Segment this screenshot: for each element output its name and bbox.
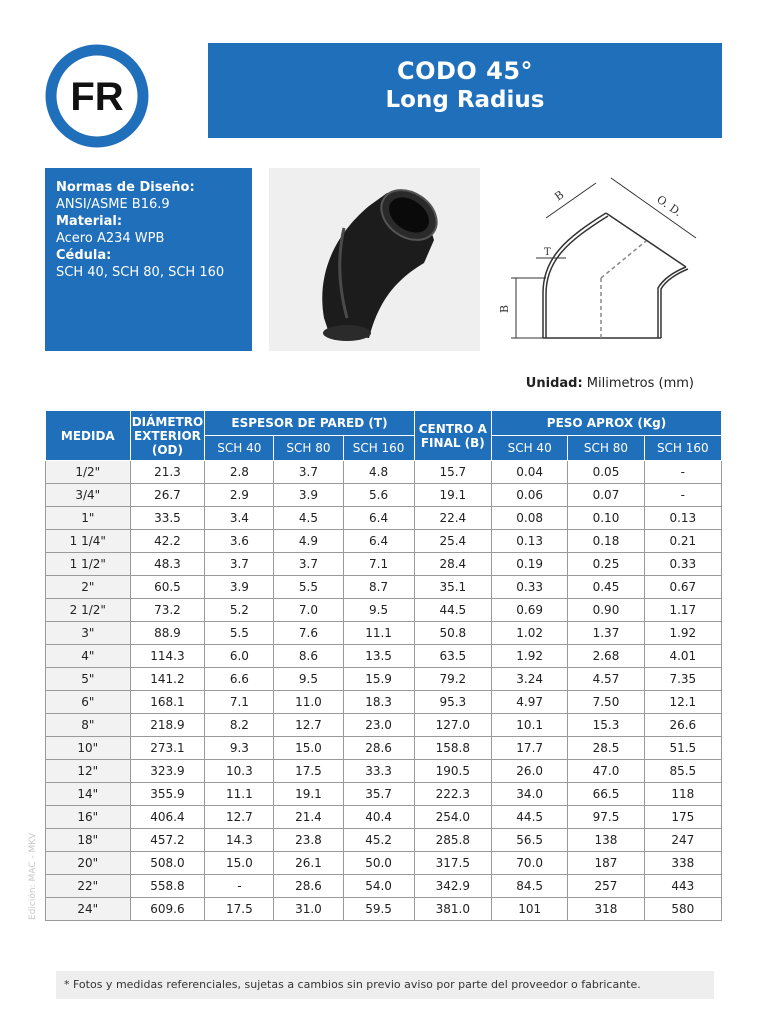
table-cell: 4.9 <box>274 530 343 553</box>
table-cell: 28.6 <box>343 737 414 760</box>
title-banner <box>208 43 722 138</box>
table-row <box>46 783 722 806</box>
table-cell: 3.7 <box>274 461 343 484</box>
table-cell: 11.0 <box>274 691 343 714</box>
table-cell: 18" <box>46 829 131 852</box>
header-peso: PESO APROX (Kg) <box>492 411 722 436</box>
table-cell: 3.6 <box>205 530 274 553</box>
design-standard-value: ANSI/ASME B16.9 <box>56 197 170 212</box>
table-cell: 138 <box>568 829 644 852</box>
table-cell: 317.5 <box>414 852 491 875</box>
table-cell: 8" <box>46 714 131 737</box>
header-sch: SCH 160 <box>343 436 414 461</box>
table-cell: 15.0 <box>274 737 343 760</box>
table-cell: 3.7 <box>274 553 343 576</box>
table-cell: 48.3 <box>130 553 205 576</box>
table-cell: 1.37 <box>568 622 644 645</box>
diagram-label-t: T <box>544 247 551 258</box>
table-cell: 7.50 <box>568 691 644 714</box>
table-cell: 4.57 <box>568 668 644 691</box>
table-cell: 70.0 <box>492 852 568 875</box>
table-cell: - <box>205 875 274 898</box>
footer-note: * Fotos y medidas referenciales, sujetas a cambios sin previo aviso por parte del proveedor o fabricante. <box>56 971 714 999</box>
table-row <box>46 645 722 668</box>
table-cell: 114.3 <box>130 645 205 668</box>
table-cell: 0.13 <box>492 530 568 553</box>
table-row <box>46 714 722 737</box>
edition-watermark: Edición: MAC - MKV <box>28 832 38 920</box>
table-cell: 16" <box>46 806 131 829</box>
table-cell: 0.18 <box>568 530 644 553</box>
table-row <box>46 622 722 645</box>
table-cell: 17.5 <box>205 898 274 921</box>
table-cell: 8.7 <box>343 576 414 599</box>
table-cell: 0.25 <box>568 553 644 576</box>
header-sch: SCH 40 <box>205 436 274 461</box>
table-cell: 26.6 <box>644 714 721 737</box>
table-cell: 33.3 <box>343 760 414 783</box>
table-cell: 3.7 <box>205 553 274 576</box>
table-cell: 12.7 <box>274 714 343 737</box>
table-cell: 20" <box>46 852 131 875</box>
table-cell: 10.1 <box>492 714 568 737</box>
table-cell: 4.5 <box>274 507 343 530</box>
diagram-label-b-top: B <box>552 188 567 204</box>
diagram-label-od: O. D. <box>654 192 685 220</box>
table-cell: 33.5 <box>130 507 205 530</box>
table-cell: 0.08 <box>492 507 568 530</box>
table-cell: 73.2 <box>130 599 205 622</box>
table-cell: - <box>644 461 721 484</box>
table-cell: 580 <box>644 898 721 921</box>
table-cell: 18.3 <box>343 691 414 714</box>
header-sch: SCH 80 <box>568 436 644 461</box>
table-cell: 3/4" <box>46 484 131 507</box>
table-cell: 285.8 <box>414 829 491 852</box>
table-cell: 26.0 <box>492 760 568 783</box>
unit-label: Unidad: <box>525 376 583 391</box>
table-cell: 381.0 <box>414 898 491 921</box>
table-row <box>46 691 722 714</box>
table-cell: 14" <box>46 783 131 806</box>
table-cell: 222.3 <box>414 783 491 806</box>
table-cell: 257 <box>568 875 644 898</box>
table-cell: 21.4 <box>274 806 343 829</box>
table-cell: 3.9 <box>274 484 343 507</box>
diagram-label-b-left: B <box>498 304 511 313</box>
table-cell: 218.9 <box>130 714 205 737</box>
table-cell: 44.5 <box>492 806 568 829</box>
table-cell: 56.5 <box>492 829 568 852</box>
table-cell: 51.5 <box>644 737 721 760</box>
table-row <box>46 507 722 530</box>
table-row <box>46 737 722 760</box>
table-cell: 26.7 <box>130 484 205 507</box>
table-cell: 0.90 <box>568 599 644 622</box>
table-cell: 9.3 <box>205 737 274 760</box>
table-cell: 0.69 <box>492 599 568 622</box>
table-cell: 17.7 <box>492 737 568 760</box>
table-cell: 7.6 <box>274 622 343 645</box>
table-cell: 25.4 <box>414 530 491 553</box>
table-cell: 6.0 <box>205 645 274 668</box>
table-cell: 15.3 <box>568 714 644 737</box>
table-cell: 3.4 <box>205 507 274 530</box>
header-sch: SCH 80 <box>274 436 343 461</box>
table-cell: 40.4 <box>343 806 414 829</box>
table-cell: 0.10 <box>568 507 644 530</box>
table-cell: 28.6 <box>274 875 343 898</box>
table-cell: 14.3 <box>205 829 274 852</box>
specs-box <box>45 168 252 351</box>
table-cell: 9.5 <box>274 668 343 691</box>
table-cell: 1.92 <box>492 645 568 668</box>
table-cell: 254.0 <box>414 806 491 829</box>
material-value: Acero A234 WPB <box>56 231 165 246</box>
header-centro: CENTRO A FINAL (B) <box>414 411 491 461</box>
table-cell: 50.8 <box>414 622 491 645</box>
table-cell: 5.5 <box>274 576 343 599</box>
table-cell: 2 1/2" <box>46 599 131 622</box>
table-cell: 60.5 <box>130 576 205 599</box>
header-sch: SCH 40 <box>492 436 568 461</box>
table-cell: 6.4 <box>343 530 414 553</box>
table-cell: 50.0 <box>343 852 414 875</box>
table-cell: 45.2 <box>343 829 414 852</box>
table-cell: 168.1 <box>130 691 205 714</box>
table-cell: 59.5 <box>343 898 414 921</box>
table-cell: 4.97 <box>492 691 568 714</box>
table-row <box>46 668 722 691</box>
table-cell: 95.3 <box>414 691 491 714</box>
table-cell: 15.9 <box>343 668 414 691</box>
table-cell: 158.8 <box>414 737 491 760</box>
table-row <box>46 898 722 921</box>
table-cell: 5.5 <box>205 622 274 645</box>
table-cell: 342.9 <box>414 875 491 898</box>
table-cell: 12.1 <box>644 691 721 714</box>
unit-line <box>526 376 694 391</box>
table-cell: 0.05 <box>568 461 644 484</box>
table-cell: 190.5 <box>414 760 491 783</box>
table-cell: 443 <box>644 875 721 898</box>
table-cell: 21.3 <box>130 461 205 484</box>
table-row <box>46 484 722 507</box>
table-cell: 4" <box>46 645 131 668</box>
table-cell: 127.0 <box>414 714 491 737</box>
table-cell: 318 <box>568 898 644 921</box>
table-cell: 28.4 <box>414 553 491 576</box>
table-cell: 0.07 <box>568 484 644 507</box>
table-cell: 1.02 <box>492 622 568 645</box>
table-cell: 15.0 <box>205 852 274 875</box>
header-espesor: ESPESOR DE PARED (T) <box>205 411 414 436</box>
table-cell: 247 <box>644 829 721 852</box>
header-diametro: DIÁMETRO EXTERIOR (OD) <box>130 411 205 461</box>
table-cell: 273.1 <box>130 737 205 760</box>
table-cell: 3" <box>46 622 131 645</box>
unit-value: Milimetros (mm) <box>586 376 694 391</box>
table-cell: 7.1 <box>205 691 274 714</box>
table-cell: 66.5 <box>568 783 644 806</box>
table-cell: 19.1 <box>274 783 343 806</box>
table-cell: 12" <box>46 760 131 783</box>
table-cell: 558.8 <box>130 875 205 898</box>
table-cell: 118 <box>644 783 721 806</box>
schedule-label: Cédula: <box>56 248 112 263</box>
table-cell: 2.9 <box>205 484 274 507</box>
table-cell: 338 <box>644 852 721 875</box>
table-cell: 10.3 <box>205 760 274 783</box>
table-cell: 11.1 <box>205 783 274 806</box>
table-cell: 9.5 <box>343 599 414 622</box>
schedule-value: SCH 40, SCH 80, SCH 160 <box>56 265 225 280</box>
table-cell: 7.0 <box>274 599 343 622</box>
table-row <box>46 760 722 783</box>
table-cell: 84.5 <box>492 875 568 898</box>
table-cell: 609.6 <box>130 898 205 921</box>
table-cell: 10" <box>46 737 131 760</box>
table-cell: 44.5 <box>414 599 491 622</box>
table-body <box>46 461 722 921</box>
table-cell: 0.45 <box>568 576 644 599</box>
header-sch: SCH 160 <box>644 436 721 461</box>
table-cell: 1/2" <box>46 461 131 484</box>
logo-text: FR <box>70 75 124 119</box>
table-cell: 1 1/2" <box>46 553 131 576</box>
table-row <box>46 576 722 599</box>
table-cell: 23.8 <box>274 829 343 852</box>
table-cell: 0.04 <box>492 461 568 484</box>
table-cell: 54.0 <box>343 875 414 898</box>
table-cell: 8.2 <box>205 714 274 737</box>
product-subtitle: Long Radius <box>385 87 545 113</box>
table-cell: 0.21 <box>644 530 721 553</box>
table-cell: 23.0 <box>343 714 414 737</box>
table-cell: 0.33 <box>492 576 568 599</box>
table-row <box>46 461 722 484</box>
table-cell: 34.0 <box>492 783 568 806</box>
table-row <box>46 875 722 898</box>
table-cell: 88.9 <box>130 622 205 645</box>
table-cell: 1.92 <box>644 622 721 645</box>
table-cell: 13.5 <box>343 645 414 668</box>
elbow-photo <box>269 168 480 351</box>
table-cell: 0.13 <box>644 507 721 530</box>
table-row <box>46 829 722 852</box>
table-cell: 28.5 <box>568 737 644 760</box>
table-cell: 1.17 <box>644 599 721 622</box>
company-logo <box>45 44 149 148</box>
table-row <box>46 553 722 576</box>
table-cell: 11.1 <box>343 622 414 645</box>
table-cell: 85.5 <box>644 760 721 783</box>
table-cell: 175 <box>644 806 721 829</box>
table-row <box>46 852 722 875</box>
table-cell: 0.67 <box>644 576 721 599</box>
table-cell: 8.6 <box>274 645 343 668</box>
table-cell: 12.7 <box>205 806 274 829</box>
table-cell: 2" <box>46 576 131 599</box>
table-cell: 0.33 <box>644 553 721 576</box>
table-cell: 2.8 <box>205 461 274 484</box>
table-cell: 508.0 <box>130 852 205 875</box>
table-cell: 5" <box>46 668 131 691</box>
table-cell: 5.2 <box>205 599 274 622</box>
table-cell: 2.68 <box>568 645 644 668</box>
table-cell: 4.8 <box>343 461 414 484</box>
table-cell: 42.2 <box>130 530 205 553</box>
table-cell: 97.5 <box>568 806 644 829</box>
table-cell: 26.1 <box>274 852 343 875</box>
table-cell: 323.9 <box>130 760 205 783</box>
dimensions-table <box>45 410 722 921</box>
table-cell: 7.35 <box>644 668 721 691</box>
table-cell: 101 <box>492 898 568 921</box>
table-cell: 0.19 <box>492 553 568 576</box>
table-cell: 35.1 <box>414 576 491 599</box>
table-cell: - <box>644 484 721 507</box>
table-cell: 3.24 <box>492 668 568 691</box>
table-cell: 3.9 <box>205 576 274 599</box>
table-cell: 6" <box>46 691 131 714</box>
table-row <box>46 806 722 829</box>
table-cell: 6.6 <box>205 668 274 691</box>
table-cell: 15.7 <box>414 461 491 484</box>
elbow-dimension-diagram <box>496 163 722 358</box>
table-cell: 5.6 <box>343 484 414 507</box>
product-title: CODO 45° <box>396 57 534 85</box>
table-cell: 4.01 <box>644 645 721 668</box>
table-cell: 1" <box>46 507 131 530</box>
table-cell: 22.4 <box>414 507 491 530</box>
table-cell: 63.5 <box>414 645 491 668</box>
table-cell: 6.4 <box>343 507 414 530</box>
design-standard-label: Normas de Diseño: <box>56 180 195 195</box>
table-cell: 406.4 <box>130 806 205 829</box>
table-cell: 1 1/4" <box>46 530 131 553</box>
table-cell: 7.1 <box>343 553 414 576</box>
table-cell: 31.0 <box>274 898 343 921</box>
table-cell: 141.2 <box>130 668 205 691</box>
table-cell: 355.9 <box>130 783 205 806</box>
table-cell: 22" <box>46 875 131 898</box>
table-cell: 17.5 <box>274 760 343 783</box>
table-cell: 457.2 <box>130 829 205 852</box>
table-row <box>46 599 722 622</box>
table-cell: 47.0 <box>568 760 644 783</box>
table-row <box>46 530 722 553</box>
material-label: Material: <box>56 214 123 229</box>
table-cell: 187 <box>568 852 644 875</box>
header-medida: MEDIDA <box>46 411 131 461</box>
table-cell: 24" <box>46 898 131 921</box>
table-cell: 35.7 <box>343 783 414 806</box>
table-cell: 0.06 <box>492 484 568 507</box>
table-cell: 79.2 <box>414 668 491 691</box>
table-cell: 19.1 <box>414 484 491 507</box>
